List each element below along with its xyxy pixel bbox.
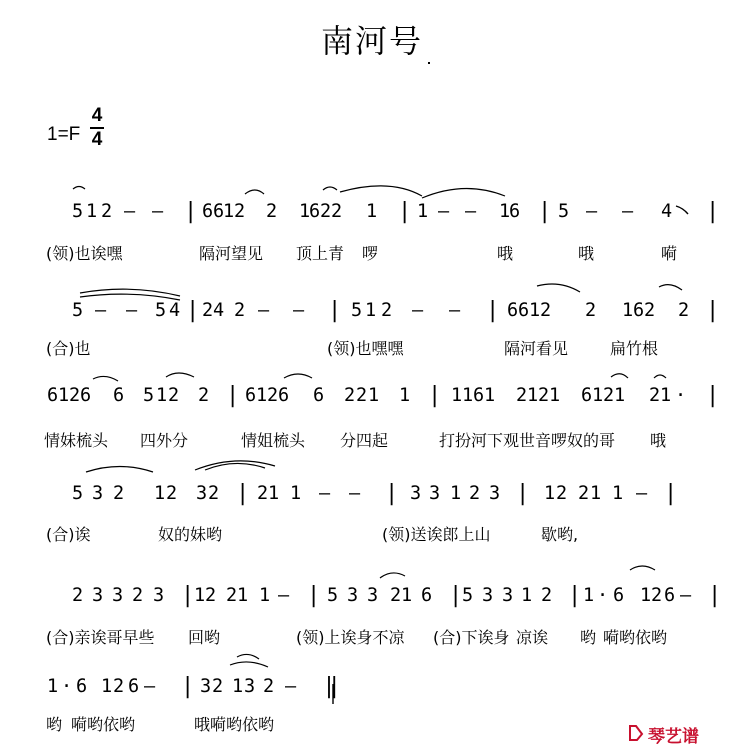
- note: 2: [267, 385, 279, 406]
- lyric-text: 啰: [362, 244, 379, 263]
- note: 2: [578, 483, 590, 504]
- note: —: [278, 585, 290, 606]
- note: 6: [47, 385, 59, 406]
- barline: |: [236, 481, 250, 506]
- lyric-text: (合)也: [46, 339, 91, 358]
- note: 6: [213, 201, 225, 222]
- note: 2: [331, 201, 343, 222]
- final-barline: ‖: [325, 674, 339, 699]
- slur: [93, 376, 118, 381]
- note: 6: [581, 385, 593, 406]
- note: 2: [166, 483, 178, 504]
- note: 1: [268, 483, 280, 504]
- note: 3: [196, 483, 208, 504]
- note: 6: [313, 385, 325, 406]
- note: 1: [590, 483, 602, 504]
- note: 1: [399, 385, 411, 406]
- note: 3: [347, 585, 359, 606]
- barline: |: [226, 383, 240, 408]
- note: —: [586, 201, 598, 222]
- note: 6: [113, 385, 125, 406]
- lyric-text: (领)送诶郎上山: [382, 525, 491, 544]
- note: 3: [153, 585, 165, 606]
- note: 1: [417, 201, 429, 222]
- note: 6: [245, 385, 257, 406]
- note: 1: [368, 385, 380, 406]
- barline: |: [538, 199, 552, 224]
- note: ·: [597, 585, 609, 606]
- note: 3: [429, 483, 441, 504]
- lyric-text: 哦: [650, 431, 667, 450]
- note: 1: [484, 385, 496, 406]
- note: —: [285, 676, 297, 697]
- note: 5: [327, 585, 339, 606]
- note: —: [126, 300, 138, 321]
- note: 5: [155, 300, 167, 321]
- slur: [659, 285, 682, 290]
- note: 3: [92, 585, 104, 606]
- note: 3: [244, 676, 256, 697]
- slur: [537, 284, 580, 292]
- slur: [611, 374, 628, 378]
- note: 2: [198, 385, 210, 406]
- barline: |: [708, 583, 722, 608]
- barline: |: [307, 583, 321, 608]
- slur: [245, 190, 264, 194]
- note: 1: [156, 385, 168, 406]
- note: 4: [213, 300, 225, 321]
- note: 3: [112, 585, 124, 606]
- barline: |: [385, 481, 399, 506]
- barline: |: [328, 298, 342, 323]
- lyric-text: 顶上青: [296, 244, 345, 263]
- note: 1: [259, 585, 271, 606]
- note: 2: [113, 483, 125, 504]
- note: 2: [132, 585, 144, 606]
- note: 2: [381, 300, 393, 321]
- note: 1: [223, 201, 235, 222]
- lyric-text: (领)上诶身不凉: [296, 628, 405, 647]
- note: 1: [299, 201, 311, 222]
- lyric-text: 四外分: [140, 431, 189, 450]
- lyric-text: 嗬: [661, 244, 678, 263]
- note: 1: [365, 300, 377, 321]
- note: 2: [72, 585, 84, 606]
- lyric-text: 凉诶: [516, 628, 549, 647]
- lyric-text: 情姐梳头: [241, 431, 306, 450]
- note: —: [622, 201, 634, 222]
- note: 6: [76, 676, 88, 697]
- note: 2: [644, 300, 656, 321]
- note: 1: [101, 676, 113, 697]
- note: —: [465, 201, 477, 222]
- note: 1: [194, 585, 206, 606]
- note: 5: [351, 300, 363, 321]
- lyric-text: 哟: [580, 628, 597, 647]
- note: —: [124, 201, 136, 222]
- note: —: [258, 300, 270, 321]
- note: 2: [257, 483, 269, 504]
- note: —: [319, 483, 331, 504]
- note: 3: [367, 585, 379, 606]
- note: 2: [113, 676, 125, 697]
- lyric-text: (合)亲诶哥早些: [46, 628, 155, 647]
- barline: |: [706, 199, 720, 224]
- slur: [284, 374, 312, 378]
- note: 5: [558, 201, 570, 222]
- lyric-text: 扁竹根: [610, 339, 659, 358]
- note: —: [412, 300, 424, 321]
- lyric-text: 分四起: [340, 431, 389, 450]
- barline: |: [449, 583, 463, 608]
- lyric-text: 嗬哟依哟: [603, 628, 668, 647]
- note: —: [449, 300, 461, 321]
- time-signature-denominator: 4: [91, 129, 103, 150]
- slur: [654, 375, 666, 378]
- barline: |: [706, 298, 720, 323]
- note: 1: [521, 585, 533, 606]
- note: 1: [290, 483, 302, 504]
- note: —: [144, 676, 156, 697]
- note: 6: [509, 201, 521, 222]
- time-signature-numerator: 4: [91, 105, 103, 126]
- note: 2: [556, 483, 568, 504]
- note: 1: [237, 585, 249, 606]
- note: 1: [256, 385, 268, 406]
- note: 6: [80, 385, 92, 406]
- note: 2: [678, 300, 690, 321]
- note: 1: [544, 483, 556, 504]
- watermark-logo: 琴艺谱: [648, 727, 699, 747]
- lyric-text: 奴的妹哟: [158, 525, 223, 544]
- note: 1: [47, 676, 59, 697]
- note: 2: [320, 201, 332, 222]
- slur: [80, 294, 180, 300]
- lyric-text: 哦嗬哟依哟: [194, 715, 275, 734]
- note: 1: [86, 201, 98, 222]
- barline: |: [186, 298, 200, 323]
- slur: [230, 662, 268, 667]
- note: 5: [143, 385, 155, 406]
- note: 5: [72, 483, 84, 504]
- barline: |: [664, 481, 678, 506]
- note: 3: [200, 676, 212, 697]
- slur: [340, 186, 422, 196]
- note: 2: [263, 676, 275, 697]
- slur: [422, 188, 505, 198]
- note: 6: [664, 585, 676, 606]
- note: 6: [473, 385, 485, 406]
- lyric-text: 隔河看见: [504, 339, 569, 358]
- lyric-text: 歇哟,: [541, 525, 579, 544]
- page-title: 南河号: [320, 22, 423, 60]
- note: 1: [58, 385, 70, 406]
- lyric-text: 哟: [46, 715, 63, 734]
- note: 1: [451, 385, 463, 406]
- lyric-text: 嗬哟依哟: [71, 715, 136, 734]
- note: ·: [675, 385, 687, 406]
- note: 1: [527, 385, 539, 406]
- lyric-text: 回哟: [188, 628, 221, 647]
- lyric-text: (合)下诶身: [433, 628, 510, 647]
- note: —: [349, 483, 361, 504]
- note: —: [438, 201, 450, 222]
- note: 2: [649, 385, 661, 406]
- note: 2: [168, 385, 180, 406]
- barline: |: [428, 383, 442, 408]
- note: 2: [266, 201, 278, 222]
- lyric-text: 哦: [578, 244, 595, 263]
- note: 6: [507, 300, 519, 321]
- barline: |: [516, 481, 530, 506]
- breath-mark: [676, 206, 688, 214]
- lyric-text: 打扮河下观世音啰奴的哥: [439, 431, 616, 450]
- note: 6: [518, 300, 530, 321]
- lyric-text: 隔河望见: [199, 244, 264, 263]
- barline: |: [706, 383, 720, 408]
- note: 6: [128, 676, 140, 697]
- note: 3: [502, 585, 514, 606]
- note: 6: [202, 201, 214, 222]
- note: 1: [612, 483, 624, 504]
- note: 4: [169, 300, 181, 321]
- note: 2: [202, 300, 214, 321]
- note: 4: [661, 201, 673, 222]
- note: 2: [540, 300, 552, 321]
- note: 6: [633, 300, 645, 321]
- note: 2: [226, 585, 238, 606]
- key-signature: 1=F: [47, 124, 81, 145]
- slur: [166, 373, 194, 377]
- note: 3: [489, 483, 501, 504]
- slur: [237, 654, 259, 659]
- note: 1: [462, 385, 474, 406]
- barline: |: [568, 583, 582, 608]
- note: 5: [462, 585, 474, 606]
- note: 2: [603, 385, 615, 406]
- note: 6: [613, 585, 625, 606]
- note: 6: [278, 385, 290, 406]
- barline: |: [181, 583, 195, 608]
- note: 1: [549, 385, 561, 406]
- slur: [86, 467, 153, 473]
- note: 1: [583, 585, 595, 606]
- note: —: [152, 201, 164, 222]
- note: 2: [516, 385, 528, 406]
- note: 2: [390, 585, 402, 606]
- barline: |: [181, 674, 195, 699]
- note: 2: [205, 585, 217, 606]
- barline: |: [486, 298, 500, 323]
- note: 1: [401, 585, 413, 606]
- note: 1: [154, 483, 166, 504]
- note: 1: [640, 585, 652, 606]
- note: —: [680, 585, 692, 606]
- note: 2: [69, 385, 81, 406]
- note: 5: [72, 201, 84, 222]
- note: 2: [469, 483, 481, 504]
- lyric-text: (领)也诶嘿: [46, 244, 123, 263]
- note: 2: [651, 585, 663, 606]
- note: 2: [585, 300, 597, 321]
- note: 1: [499, 201, 511, 222]
- note: 3: [92, 483, 104, 504]
- note: 2: [212, 676, 224, 697]
- note: —: [293, 300, 305, 321]
- note: 3: [410, 483, 422, 504]
- note: 2: [234, 300, 246, 321]
- lyric-text: (合)诶: [46, 525, 91, 544]
- note: 2: [101, 201, 113, 222]
- note: 1: [622, 300, 634, 321]
- note: 2: [541, 585, 553, 606]
- note: 6: [309, 201, 321, 222]
- note: 1: [232, 676, 244, 697]
- note: 2: [538, 385, 550, 406]
- note: 2: [208, 483, 220, 504]
- note: 1: [592, 385, 604, 406]
- note: 6: [421, 585, 433, 606]
- note: 2: [356, 385, 368, 406]
- note: 3: [482, 585, 494, 606]
- note: 2: [234, 201, 246, 222]
- note: —: [636, 483, 648, 504]
- note: 1: [529, 300, 541, 321]
- note: ·: [61, 676, 73, 697]
- slur: [630, 566, 655, 570]
- note: —: [95, 300, 107, 321]
- barline: |: [398, 199, 412, 224]
- barline: |: [184, 199, 198, 224]
- note: 1: [614, 385, 626, 406]
- qinyipu-logo-icon: [628, 724, 644, 742]
- lyric-text: 哦: [497, 244, 514, 263]
- note: 1: [450, 483, 462, 504]
- slur: [323, 187, 337, 190]
- slur: [73, 187, 85, 190]
- lyric-text: 情妹梳头: [44, 431, 109, 450]
- note: 5: [72, 300, 84, 321]
- note: 2: [344, 385, 356, 406]
- note: 1: [660, 385, 672, 406]
- note: 1: [366, 201, 378, 222]
- lyric-text: (领)也嘿嘿: [327, 339, 404, 358]
- slur: [380, 573, 405, 578]
